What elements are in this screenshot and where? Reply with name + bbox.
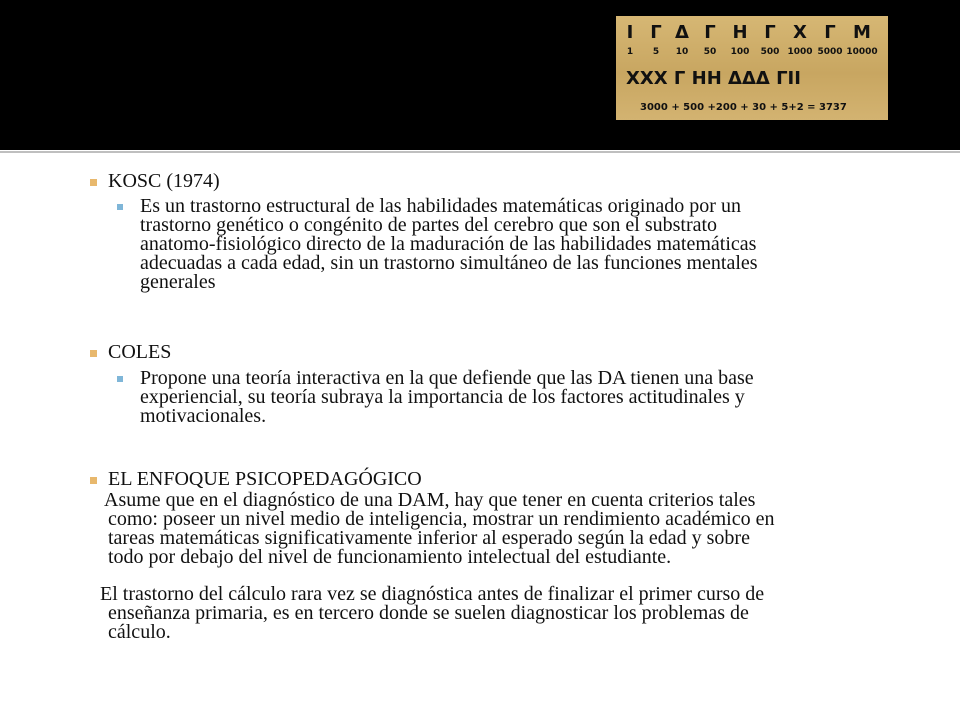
numeral-symbol: Χ bbox=[793, 22, 807, 43]
numeral-symbol: Μ bbox=[853, 22, 871, 43]
text-line: Asume que en el diagnóstico de una DAM, hay que tener en cuenta criterios tales bbox=[104, 489, 756, 511]
text-line: Propone una teoría interactiva en la que defiende que las DA tienen una base bbox=[140, 367, 754, 389]
bullet-marker bbox=[90, 179, 97, 186]
numeral-value: 1000 bbox=[787, 47, 813, 57]
section-heading-kosc: KOSC (1974) bbox=[108, 170, 220, 192]
numeral-value: 500 bbox=[760, 47, 780, 57]
numeral-symbol: Γ bbox=[764, 22, 776, 43]
text-line: enseñanza primaria, es en tercero donde se suelen diagnosticar los problemas de bbox=[108, 602, 749, 624]
numeral-symbol: Ι bbox=[626, 22, 634, 43]
numeral-value: 5 bbox=[652, 47, 660, 57]
text-line: cálculo. bbox=[108, 621, 171, 643]
enfoque-paragraph-2 bbox=[100, 585, 764, 642]
text-line: todo por debajo del nivel de funcionamiento intelectual del estudiante. bbox=[108, 546, 672, 568]
numeral-symbol: Γ bbox=[704, 22, 716, 43]
kosc-definition bbox=[140, 197, 910, 292]
example-symbols: ΧΧΧ Γ ΗΗ ΔΔΔ ΓΙΙ bbox=[626, 68, 801, 89]
numeral-value: 50 bbox=[703, 47, 717, 57]
text-line: tareas matemáticas significativamente inferior al esperado según la edad y sobre bbox=[108, 527, 750, 549]
sub-bullet-marker bbox=[117, 376, 123, 382]
enfoque-paragraph-1 bbox=[104, 491, 774, 567]
text-line: trastorno genético o congénito de partes del cerebro que son el substrato bbox=[140, 214, 718, 236]
section-heading-coles: COLES bbox=[108, 341, 172, 363]
numeral-symbol: Η bbox=[732, 22, 748, 43]
text-line: anatomo-fisiológico directo de la maduración de las habilidades matemáticas bbox=[140, 233, 757, 255]
bullet-marker bbox=[90, 477, 97, 484]
text-line: motivacionales. bbox=[140, 405, 267, 427]
numeral-value: 100 bbox=[730, 47, 750, 57]
numeral-symbol: Γ bbox=[650, 22, 662, 43]
numeral-symbol: Δ bbox=[675, 22, 689, 43]
text-line: adecuadas a cada edad, sin un trastorno simultáneo de las funciones mentales bbox=[140, 252, 758, 274]
numeral-value: 1 bbox=[626, 47, 634, 57]
text-line: Es un trastorno estructural de las habilidades matemáticas originado por un bbox=[140, 195, 741, 217]
coles-description bbox=[140, 369, 910, 426]
numeral-value: 10 bbox=[675, 47, 689, 57]
text-line: experiencial, su teoría subraya la importancia de los factores actitudinales y bbox=[140, 386, 745, 408]
bullet-marker bbox=[90, 350, 97, 357]
numeral-value: 10000 bbox=[846, 47, 878, 57]
numeral-symbol: Γ bbox=[824, 22, 836, 43]
text-line: generales bbox=[140, 271, 216, 293]
section-heading-enfoque: EL ENFOQUE PSICOPEDAGÓGICO bbox=[108, 468, 422, 490]
text-line: como: poseer un nivel medio de inteligencia, mostrar un rendimiento académico en bbox=[108, 508, 775, 530]
example-equation: 3000 + 500 +200 + 30 + 5+2 = 3737 bbox=[640, 102, 847, 113]
numeral-value: 5000 bbox=[817, 47, 843, 57]
sub-bullet-marker bbox=[117, 204, 123, 210]
text-line: El trastorno del cálculo rara vez se diagnóstica antes de finalizar el primer curso de bbox=[100, 583, 765, 605]
